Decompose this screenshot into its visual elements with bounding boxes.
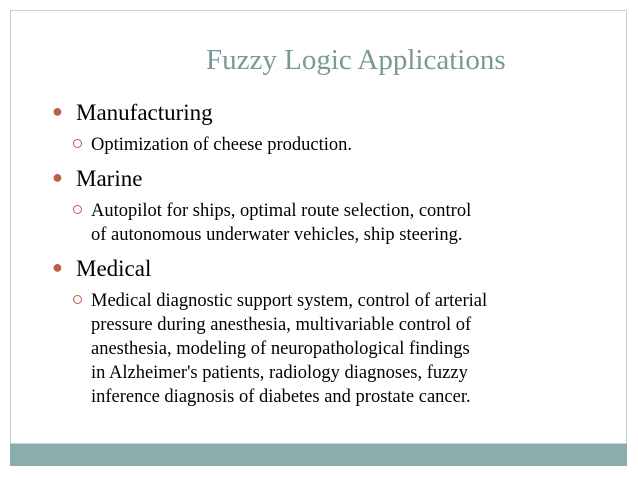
- sub-bullet-text: anesthesia, modeling of neuropathological findings: [91, 339, 470, 359]
- bullet-heading: Manufacturing: [76, 100, 213, 125]
- sub-bullet-text: pressure during anesthesia, multivariable control of: [91, 315, 472, 335]
- sub-bullet-text: Autopilot for ships, optimal route selection, control: [91, 201, 472, 221]
- sub-bullet-text: Optimization of cheese production.: [91, 135, 352, 155]
- sub-bullet-manufacturing: [52, 133, 612, 157]
- bullet-item-medical: [52, 252, 612, 286]
- hollow-circle-bullet-icon: [73, 139, 82, 148]
- sub-bullet-text: inference diagnosis of diabetes and prostate cancer.: [91, 387, 471, 407]
- sub-bullet-text: Medical diagnostic support system, control of arterial: [91, 291, 488, 311]
- bullet-item-marine: [52, 162, 612, 196]
- sub-bullet-medical: [52, 289, 612, 409]
- bullet-heading: Medical: [76, 256, 152, 281]
- sub-bullet-text: of autonomous underwater vehicles, ship steering.: [91, 225, 463, 245]
- bullet-dot-icon: ●: [52, 167, 63, 187]
- bullet-heading: Marine: [76, 166, 143, 191]
- sub-bullet-text: in Alzheimer's patients, radiology diagnoses, fuzzy: [91, 363, 468, 383]
- sub-bullet-marine: [52, 199, 612, 247]
- footer-band: [10, 444, 627, 466]
- bullet-item-manufacturing: [52, 96, 612, 130]
- bullet-dot-icon: ●: [52, 257, 63, 277]
- hollow-circle-bullet-icon: [73, 295, 82, 304]
- bullet-list: [52, 96, 612, 409]
- slide-title: Fuzzy Logic Applications: [206, 44, 506, 76]
- hollow-circle-bullet-icon: [73, 205, 82, 214]
- bullet-dot-icon: ●: [52, 101, 63, 121]
